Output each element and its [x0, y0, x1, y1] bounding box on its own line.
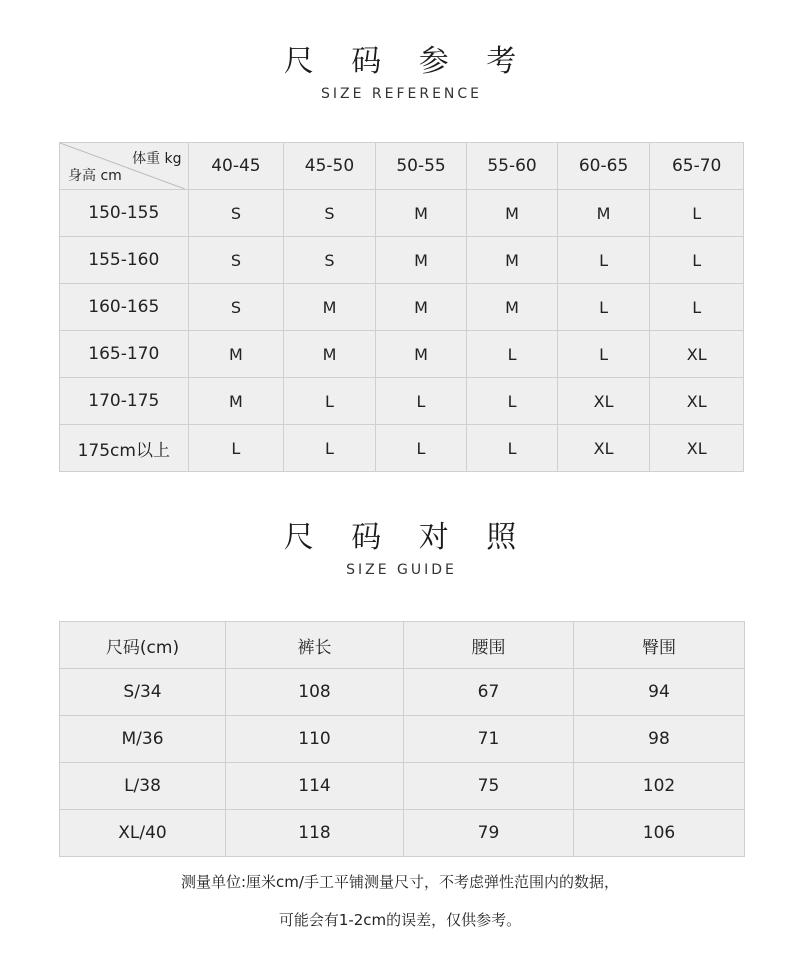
table-row — [60, 331, 744, 378]
table-cell: M/36 — [60, 716, 226, 763]
table-cell: 110 — [226, 716, 404, 763]
weight-header: 55-60 — [467, 143, 558, 190]
table-cell: 102 — [574, 763, 745, 810]
size-cell: S — [284, 190, 376, 237]
height-axis-label: 身高 cm — [68, 168, 122, 184]
table-header-row — [60, 622, 745, 669]
table-cell: 114 — [226, 763, 404, 810]
table-row — [60, 237, 744, 284]
size-cell: L — [557, 331, 650, 378]
size-cell: M — [467, 190, 558, 237]
table-cell: 94 — [574, 669, 745, 716]
weight-header: 65-70 — [650, 143, 744, 190]
size-cell: L — [467, 378, 558, 425]
table-cell: 108 — [226, 669, 404, 716]
size-cell: XL — [557, 378, 650, 425]
size-cell: XL — [650, 425, 744, 472]
size-cell: L — [557, 237, 650, 284]
size-cell: XL — [650, 378, 744, 425]
table-cell: S/34 — [60, 669, 226, 716]
size-cell: L — [188, 425, 284, 472]
size-cell: M — [375, 284, 467, 331]
column-header: 裤长 — [226, 622, 404, 669]
measurement-note-line1: 测量单位:厘米cm/手工平铺测量尺寸，不考虑弹性范围内的数据， — [181, 873, 619, 891]
table-row — [60, 425, 744, 472]
height-cell: 165-170 — [60, 331, 189, 378]
table-header-row — [60, 143, 744, 190]
table-row — [60, 378, 744, 425]
column-header: 尺码(cm) — [60, 622, 226, 669]
size-cell: XL — [557, 425, 650, 472]
size-cell: M — [284, 331, 376, 378]
height-cell: 155-160 — [60, 237, 189, 284]
table-cell: 75 — [404, 763, 574, 810]
size-cell: L — [284, 378, 376, 425]
size-cell: M — [375, 237, 467, 284]
size-cell: M — [467, 284, 558, 331]
table-row — [60, 810, 745, 857]
size-cell: M — [375, 190, 467, 237]
size-cell: L — [375, 425, 467, 472]
height-cell: 170-175 — [60, 378, 189, 425]
size-cell: M — [188, 378, 284, 425]
size-guide-title: 尺 码 对 照 — [283, 520, 531, 555]
size-cell: L — [650, 190, 744, 237]
height-cell: 160-165 — [60, 284, 189, 331]
size-cell: L — [284, 425, 376, 472]
table-cell: XL/40 — [60, 810, 226, 857]
weight-header: 40-45 — [188, 143, 284, 190]
corner-cell — [60, 143, 189, 190]
size-cell: M — [557, 190, 650, 237]
table-row — [60, 190, 744, 237]
weight-header: 50-55 — [375, 143, 467, 190]
weight-header: 60-65 — [557, 143, 650, 190]
table-row — [60, 669, 745, 716]
size-cell: S — [188, 190, 284, 237]
size-cell: L — [650, 284, 744, 331]
column-header: 臀围 — [574, 622, 745, 669]
table-cell: 71 — [404, 716, 574, 763]
size-cell: M — [375, 331, 467, 378]
size-cell: L — [467, 331, 558, 378]
table-cell: L/38 — [60, 763, 226, 810]
weight-axis-label: 体重 kg — [132, 151, 182, 167]
size-cell: L — [467, 425, 558, 472]
size-cell: S — [188, 284, 284, 331]
size-cell: S — [284, 237, 376, 284]
height-cell: 175cm以上 — [60, 425, 189, 472]
table-row — [60, 763, 745, 810]
table-cell: 98 — [574, 716, 745, 763]
table-row — [60, 716, 745, 763]
table-row — [60, 284, 744, 331]
size-cell: XL — [650, 331, 744, 378]
size-guide-table — [59, 621, 745, 857]
size-reference-subtitle: SIZE REFERENCE — [320, 86, 483, 102]
height-cell: 150-155 — [60, 190, 189, 237]
size-reference-title: 尺 码 参 考 — [283, 44, 531, 79]
table-cell: 106 — [574, 810, 745, 857]
size-guide-subtitle: SIZE GUIDE — [346, 562, 457, 578]
size-cell: M — [188, 331, 284, 378]
weight-header: 45-50 — [284, 143, 376, 190]
size-cell: S — [188, 237, 284, 284]
table-cell: 67 — [404, 669, 574, 716]
size-reference-table — [59, 142, 744, 472]
measurement-note-line2: 可能会有1-2cm的误差，仅供参考。 — [278, 911, 522, 929]
table-cell: 79 — [404, 810, 574, 857]
table-cell: 118 — [226, 810, 404, 857]
column-header: 腰围 — [404, 622, 574, 669]
size-cell: L — [375, 378, 467, 425]
size-cell: M — [467, 237, 558, 284]
size-cell: L — [650, 237, 744, 284]
size-cell: M — [284, 284, 376, 331]
size-cell: L — [557, 284, 650, 331]
